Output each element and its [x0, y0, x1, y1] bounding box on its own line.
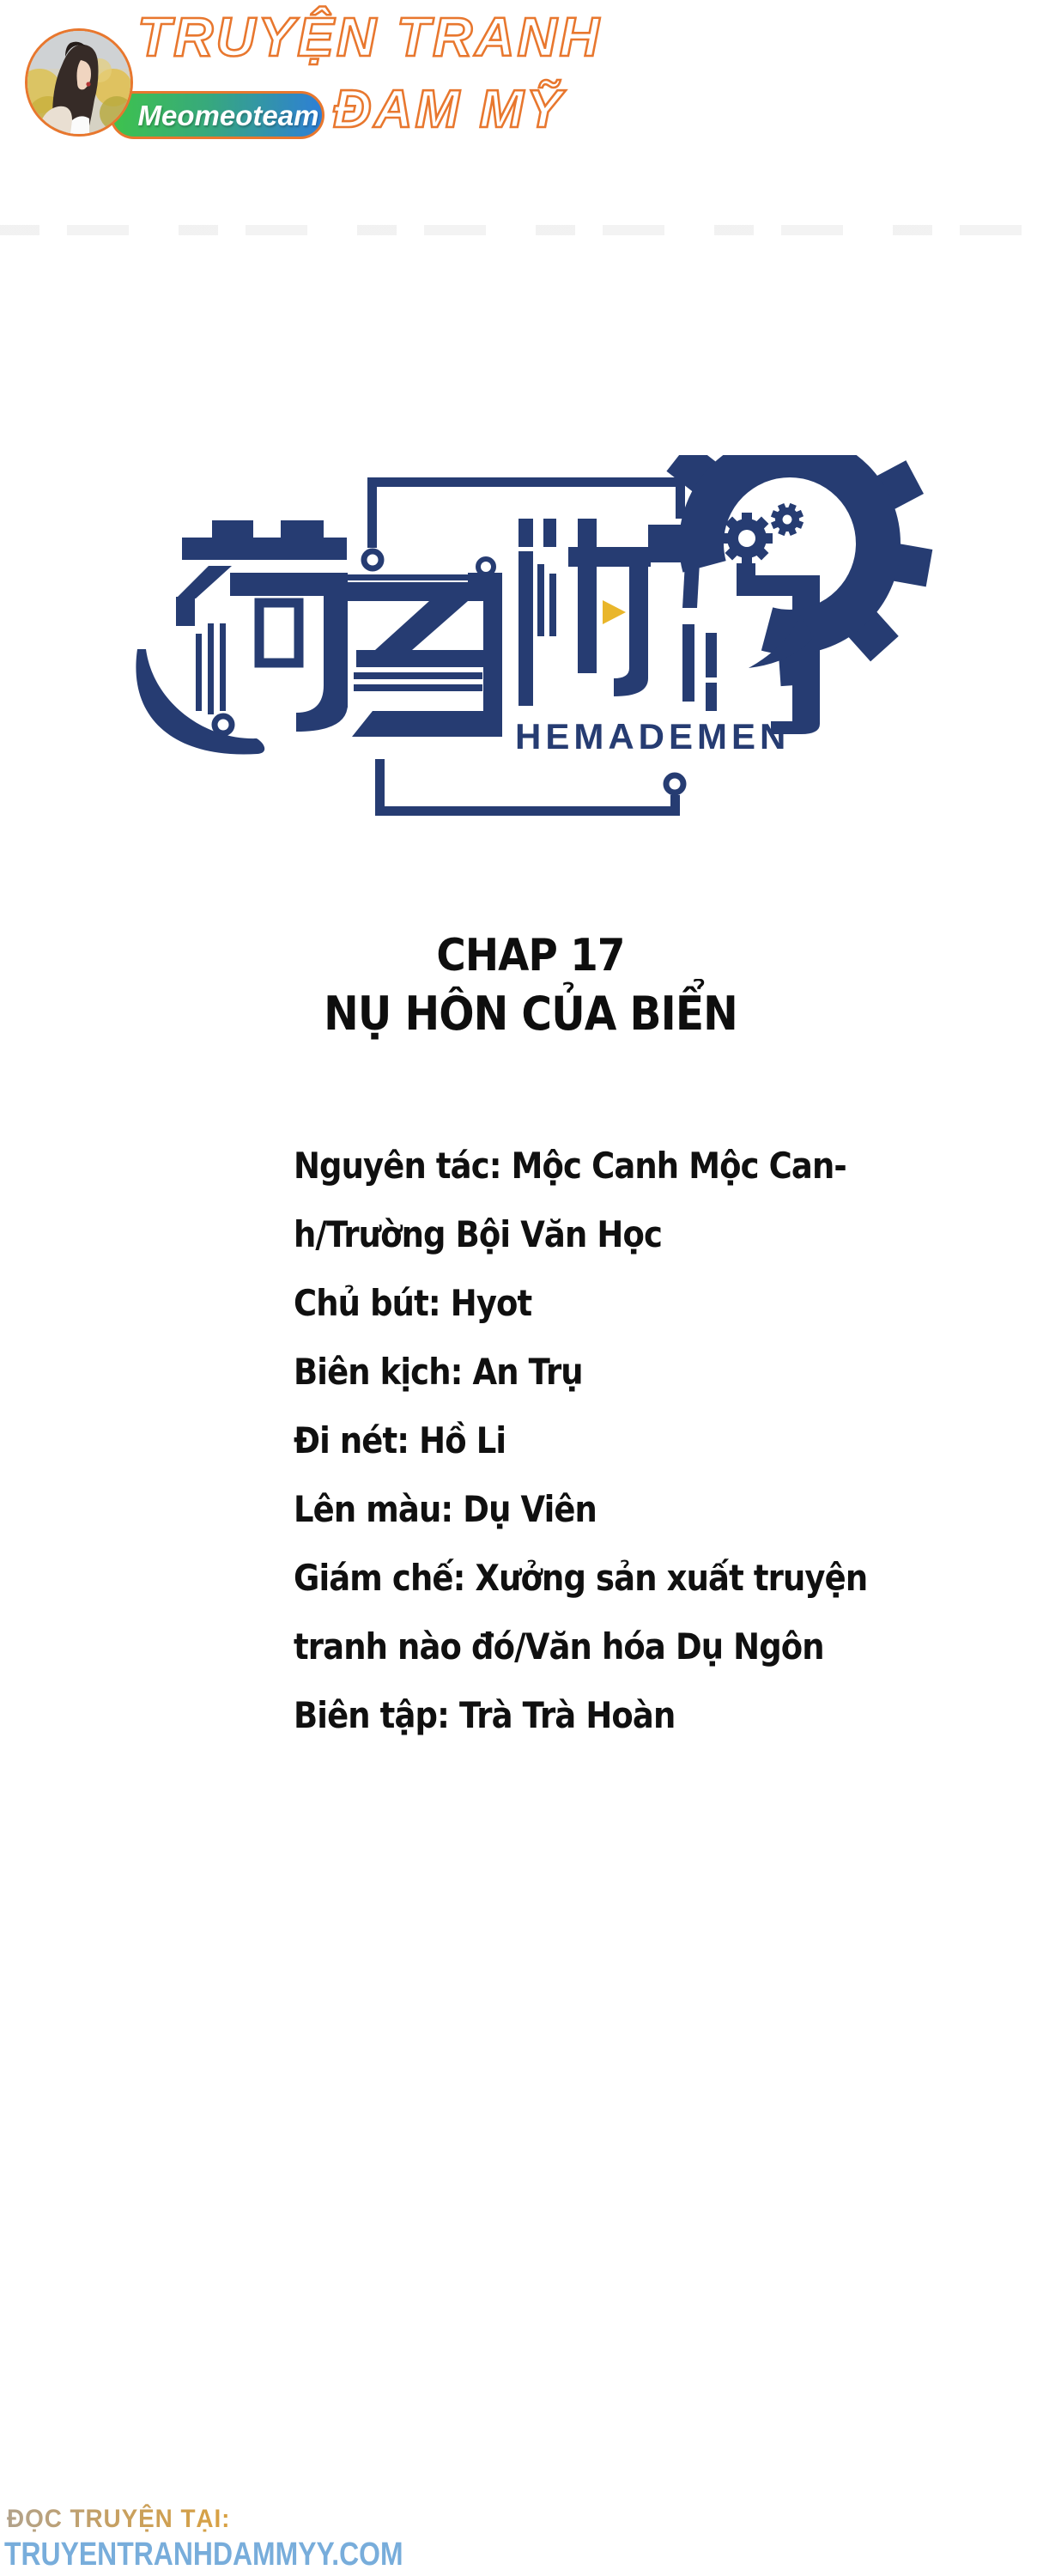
logo-latin-name: HEMADEMEN [515, 716, 791, 756]
credit-line: Giám chế: Xưởng sản xuất truyện [294, 1557, 868, 1599]
team-badge [110, 91, 324, 139]
circuit-stripes [682, 562, 717, 711]
credit-line: Đi nét: Hồ Li [294, 1419, 506, 1461]
credits-block [294, 1132, 868, 1750]
team-badge-label: Meomeoteam [137, 99, 319, 131]
torn-pixel-row [0, 225, 1037, 235]
yellow-triangle [603, 600, 626, 624]
credit-line: Nguyên tác: Mộc Canh Mộc Can- [294, 1145, 846, 1187]
chapter-heading [12, 927, 1037, 1044]
credit-line: Chủ bút: Hyot [294, 1282, 532, 1324]
logo-char-ma [348, 559, 502, 737]
circuit-line-bottom [375, 759, 683, 816]
site-title-line2: ĐAM MỸ [333, 80, 565, 139]
credit-line: Biên tập: Trà Trà Hoàn [294, 1694, 676, 1736]
credit-line: Biên kịch: An Trụ [294, 1351, 583, 1393]
small-gear-icon [721, 513, 773, 564]
credit-line: tranh nào đó/Văn hóa Dụ Ngôn [294, 1625, 824, 1668]
avatar-photo-illustration [27, 31, 130, 134]
chapter-title: NỤ HÔN CỦA BIỂN [324, 987, 737, 1041]
credit-line: h/Trường Bội Văn Học [294, 1213, 662, 1255]
footer-read-at-label: ĐỌC TRUYỆN TẠI: [7, 2505, 231, 2533]
credit-line: Lên màu: Dụ Viên [294, 1488, 597, 1530]
chapter-number: CHAP 17 [436, 930, 625, 981]
footer-site-url: TRUYENTRANHDAMMYY.COM [4, 2537, 403, 2573]
site-title-line1: TRUYỆN TRANH [137, 6, 602, 68]
logo-char-de [518, 519, 651, 706]
logo-char-he [136, 520, 348, 755]
avatar [25, 28, 133, 137]
